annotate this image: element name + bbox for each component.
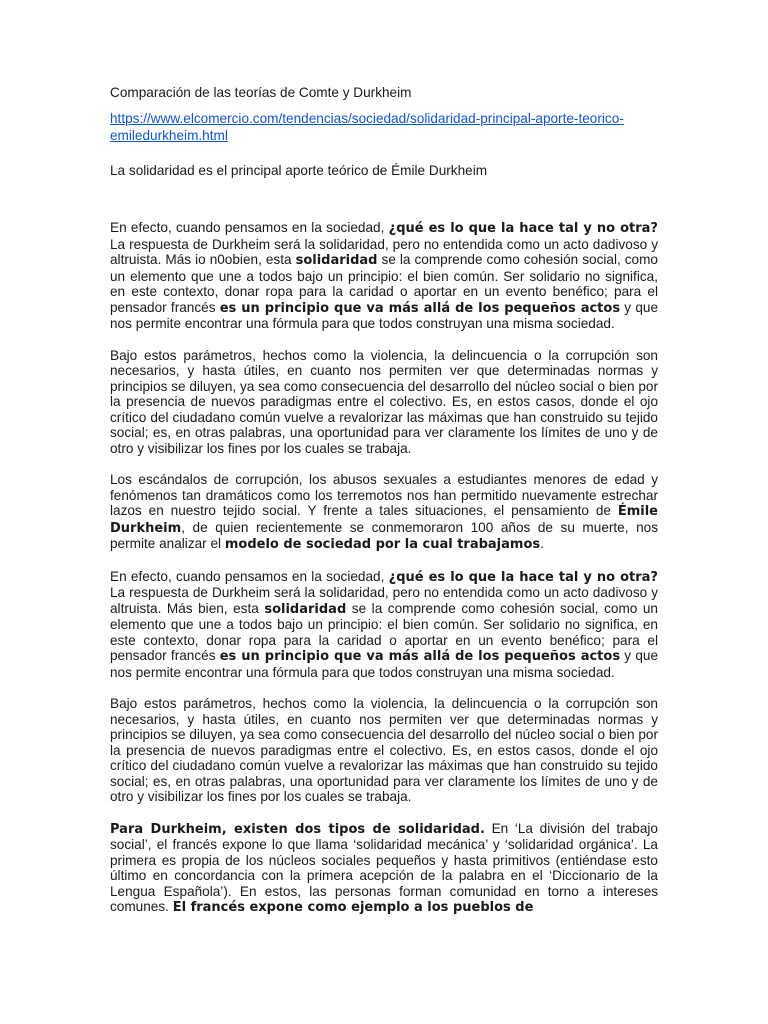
bold-text: es un principio que va más allá de los pequeños actos (219, 300, 621, 316)
bold-text: solidaridad (264, 601, 347, 617)
text-run: En efecto, cuando pensamos en la sociedad, (110, 568, 389, 584)
document-body (110, 220, 658, 916)
bold-text: ¿qué es lo que la hace tal y no otra? (388, 569, 658, 585)
bold-text: solidaridad (295, 253, 378, 268)
bold-text: ¿qué es lo que la hace tal y no otra? (388, 221, 658, 236)
text-run: En ‘La división del trabajo social’, el francés expone lo que llama ‘solidaridad mecánica’ y ‘solidaridad orgánica’. La primera es propia de los núcleos sociales pequeños y hasta primitivos (entiéndase esto último en concordancia con la primera acepción de la palabra en el ‘Diccionario de la Lengua Española’). En estos, las personas forman comunidad en torno a intereses comunes. (110, 820, 658, 914)
paragraph-2 (110, 348, 658, 457)
paragraph-6 (110, 821, 658, 916)
text-run: La respuesta de Durkheim será la solidaridad, pero no entendida como un acto dadivoso y altruista. Más io n0obien, esta (110, 236, 658, 267)
text-run: se la comprende como cohesión social, como un elemento que une a todos bajo un principio: el bien común. Ser solidario no significa, en este contexto, donar ropa para la caridad o aportar en un evento benéfico; para el pensador francés (110, 252, 658, 315)
bold-text: Émile Durkheim (110, 504, 658, 536)
bold-text: El francés expone como ejemplo a los pueblos de (172, 900, 534, 915)
bold-text: es un principio que va más allá de los pequeños actos (219, 649, 621, 664)
text-run: Los escándalos de corrupción, los abusos sexuales a estudiantes menores de edad y fenómenos tan dramáticos como los terremotos nos han permitido nuevamente estrechar lazos en nuestro tejido social. Y frente a tales situaciones, el pensamiento de (110, 472, 658, 518)
paragraph-3 (110, 472, 658, 553)
document-title: Comparación de las teorías de Comte y Durkheim (110, 85, 412, 100)
document-subtitle: La solidaridad es el principal aporte teórico de Émile Durkheim (110, 163, 488, 178)
text-run: . (540, 536, 544, 551)
bold-text: modelo de sociedad por la cual trabajamos (224, 537, 541, 552)
bold-text: Para Durkheim, existen dos tipos de solidaridad. (110, 821, 485, 837)
paragraph-1 (110, 220, 658, 332)
text-run: y que nos permite encontrar una fórmula para que todos construyan una misma sociedad. (110, 299, 659, 331)
text-run: Bajo estos parámetros, hechos como la violencia, la delincuencia o la corrupción son necesarios, y hasta útiles, en cuanto nos permiten ver que determinadas normas y principios se diluyen, ya sea como consecuencia del desarrollo del núcleo social o bien por la presencia de nuevos paradigmas entre el colectivo. Es, en estos casos, donde el ojo crítico del ciudadano común vuelve a revalorizar las máximas que han construido su tejido social; es, en otras palabras, una oportunidad para ver claramente los límites de uno y de otro y visibilizar los fines por los cuales se trabaja. (110, 347, 658, 456)
text-run: se la comprende como cohesión social, como un elemento que une a todos bajo un principio: el bien común. Ser solidario no significa, en este contexto, donar ropa para la caridad o aportar en un evento benéfico; para el pensador francés (110, 600, 658, 663)
paragraph-4 (110, 569, 658, 681)
text-run: En efecto, cuando pensamos en la sociedad, (110, 220, 389, 235)
text-run: y que nos permite encontrar una fórmula para que todos construyan una misma sociedad. (110, 648, 659, 680)
text-run: , de quien recientemente se conmemoraron 100 años de su muerte, nos permite analizar el (110, 519, 658, 551)
paragraph-5 (110, 696, 658, 805)
text-run: Bajo estos parámetros, hechos como la violencia, la delincuencia o la corrupción son necesarios, y hasta útiles, en cuanto nos permiten ver que determinadas normas y principios se diluyen, ya sea como consecuencia del desarrollo del núcleo social o bien por la presencia de nuevos paradigmas entre el colectivo. Es, en estos casos, donde el ojo crítico del ciudadano común vuelve a revalorizar las máximas que han construido su tejido social; es, en otras palabras, una oportunidad para ver claramente los límites de uno y de otro y visibilizar los fines por los cuales se trabaja. (110, 696, 658, 804)
text-run: La respuesta de Durkheim será la solidaridad, pero no entendida como un acto dadivoso y altruista. Más bien, esta (110, 585, 658, 616)
source-link[interactable]: https://www.elcomercio.com/tendencias/sociedad/solidaridad-principal-aporte-teorico-emiledurkheim.html (110, 111, 624, 143)
